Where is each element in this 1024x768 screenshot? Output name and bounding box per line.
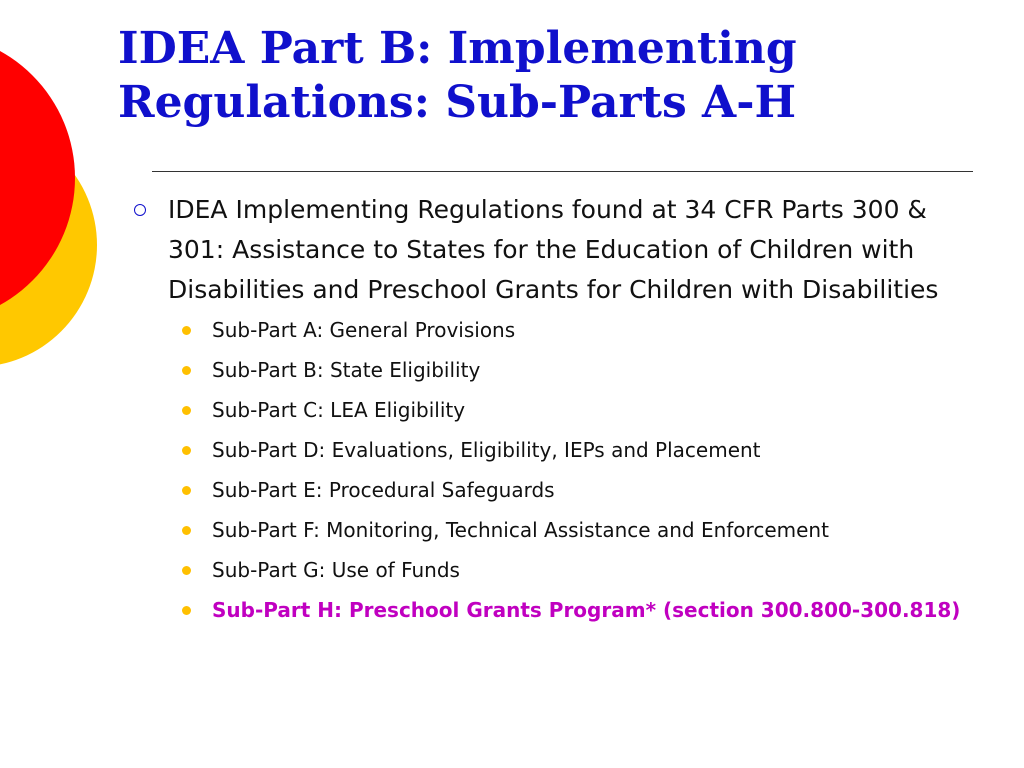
sub-bullet-item (172, 393, 973, 427)
decorative-circles (0, 0, 120, 420)
bullet-dot-icon (182, 366, 191, 375)
sub-bullet-text: Sub-Part G: Use of Funds (212, 558, 460, 582)
hollow-circle-bullet-icon (134, 204, 146, 216)
bullet-dot-icon (182, 486, 191, 495)
main-bullet-text: IDEA Implementing Regulations found at 34 CFR Parts 300 & 301: Assistance to States for the Education of Children with Disabilities and Preschool Grants for Children with Disabilities (168, 195, 939, 304)
sub-bullet-text: Sub-Part B: State Eligibility (212, 358, 481, 382)
sub-bullet-text: Sub-Part A: General Provisions (212, 318, 516, 342)
sub-bullet-item (172, 553, 973, 587)
sub-bullet-text: Sub-Part H: Preschool Grants Program* (section 300.800-300.818) (212, 598, 961, 622)
sub-bullet-text: Sub-Part F: Monitoring, Technical Assistance and Enforcement (212, 518, 829, 542)
sub-bullet-item (172, 433, 973, 467)
sub-bullet-item (172, 473, 973, 507)
sub-bullet-item (172, 313, 973, 347)
bullet-dot-icon (182, 446, 191, 455)
sub-bullet-text: Sub-Part C: LEA Eligibility (212, 398, 466, 422)
sub-bullet-list (128, 313, 973, 627)
bullet-dot-icon (182, 526, 191, 535)
main-bullet-item (128, 190, 973, 310)
sub-bullet-item (172, 353, 973, 387)
sub-bullet-text: Sub-Part E: Procedural Safeguards (212, 478, 555, 502)
bullet-dot-icon (182, 406, 191, 415)
sub-bullet-item-highlighted (172, 593, 973, 627)
bullet-dot-icon (182, 566, 191, 575)
sub-bullet-text: Sub-Part D: Evaluations, Eligibility, IEPs and Placement (212, 438, 761, 462)
bullet-dot-icon (182, 326, 191, 335)
bullet-dot-icon (182, 606, 191, 615)
slide-title: IDEA Part B: Implementing Regulations: Sub-Parts A-H (118, 23, 797, 128)
slide-body (128, 190, 973, 633)
title-divider (152, 171, 973, 172)
sub-bullet-item (172, 513, 973, 547)
